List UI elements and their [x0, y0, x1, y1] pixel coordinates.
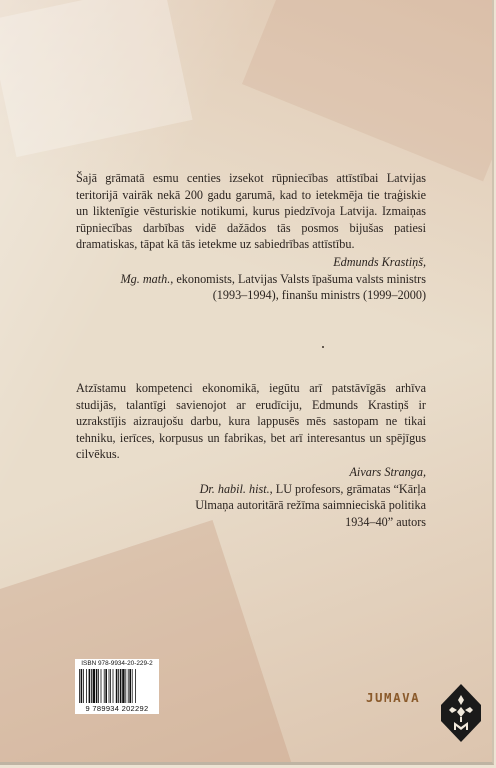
barcode-bar	[109, 669, 110, 703]
barcode-bar	[79, 669, 80, 703]
academic-title: Mg. math.	[120, 271, 171, 286]
quote-author: Aivars Stranga,	[349, 464, 426, 479]
barcode-bar	[128, 669, 129, 703]
barcode-bar	[83, 669, 84, 703]
barcode-bar	[118, 669, 119, 703]
barcode-bar	[86, 669, 87, 703]
barcode-bar	[89, 669, 91, 703]
quote-credentials	[76, 481, 426, 531]
quote-text: Šajā grāmatā esmu centies izsekot rūpniecības attīstībai Latvijas teritorijā vairāk nekā 200 gadu garumā, kad to ietekmēja tie traģiskie un liktenīgie vēsturiskie notikumi, kurus piedzīvoja Latvija. Izmaiņas rūpniecības darbības vidē dažādos tās posmos bijušas patiesi dramatiskas, tāpat kā tās ietekme uz sabiedrības attīstību.	[76, 171, 426, 252]
background-shape	[242, 0, 494, 181]
barcode-bar	[122, 669, 124, 703]
barcode-bar	[91, 669, 92, 703]
barcode-bar	[101, 669, 102, 703]
quote-block-1	[76, 170, 426, 304]
barcode-bar	[116, 669, 118, 703]
quote-signature	[76, 464, 426, 530]
barcode-bar	[135, 669, 136, 703]
quote-text: Atzīstamu kompetenci ekonomikā, iegūtu arī patstāvīgās arhīva studijās, talantīgi savienojot ar erudīciju, Edmunds Krastiņš ir uzrakstījis aizraujošu darbu, kura lappusēs mēs sastopam ne tikai tehniku, ierīces, korpusus un fabrikas, bet arī interesantus un spējīgus cilvēkus.	[76, 381, 426, 462]
isbn-digits: 9 789934 202292	[85, 704, 149, 713]
decorative-dot	[322, 346, 324, 348]
barcode-bar	[129, 669, 131, 703]
academic-title: Dr. habil. hist.	[199, 481, 270, 496]
barcode-bar	[120, 669, 122, 703]
barcode-bar	[81, 669, 83, 703]
publisher-name: JUMAVA	[366, 690, 421, 705]
barcode-bar	[110, 669, 111, 703]
barcode-bar	[125, 669, 126, 703]
quote-signature	[76, 254, 426, 304]
quote-block-2	[76, 380, 426, 530]
barcode-bar	[96, 669, 98, 703]
barcode-bar	[105, 669, 107, 703]
quote-credentials	[76, 271, 426, 304]
barcode-bar	[104, 669, 105, 703]
barcode-bar	[98, 669, 99, 703]
barcode-bar	[113, 669, 114, 703]
credentials-text: , LU profesors, grāmatas “Kārļa Ulmaņa autoritārā režīma saimnieciskā politika 1934–40” autors	[195, 481, 426, 529]
isbn-label: ISBN 978-9934-20-229-2	[81, 660, 153, 667]
credentials-text: , ekonomists, Latvijas Valsts īpašuma valsts ministrs (1993–1994), finanšu ministrs (1999–2000)	[170, 271, 426, 303]
barcode-bar	[132, 669, 133, 703]
background-shape	[0, 520, 293, 765]
publisher-logo-icon	[440, 683, 482, 743]
barcode-bar	[93, 669, 95, 703]
barcode-bars	[79, 669, 155, 703]
quote-author: Edmunds Krastiņš,	[333, 254, 426, 269]
background-shape	[0, 0, 193, 157]
isbn-barcode	[75, 659, 159, 714]
